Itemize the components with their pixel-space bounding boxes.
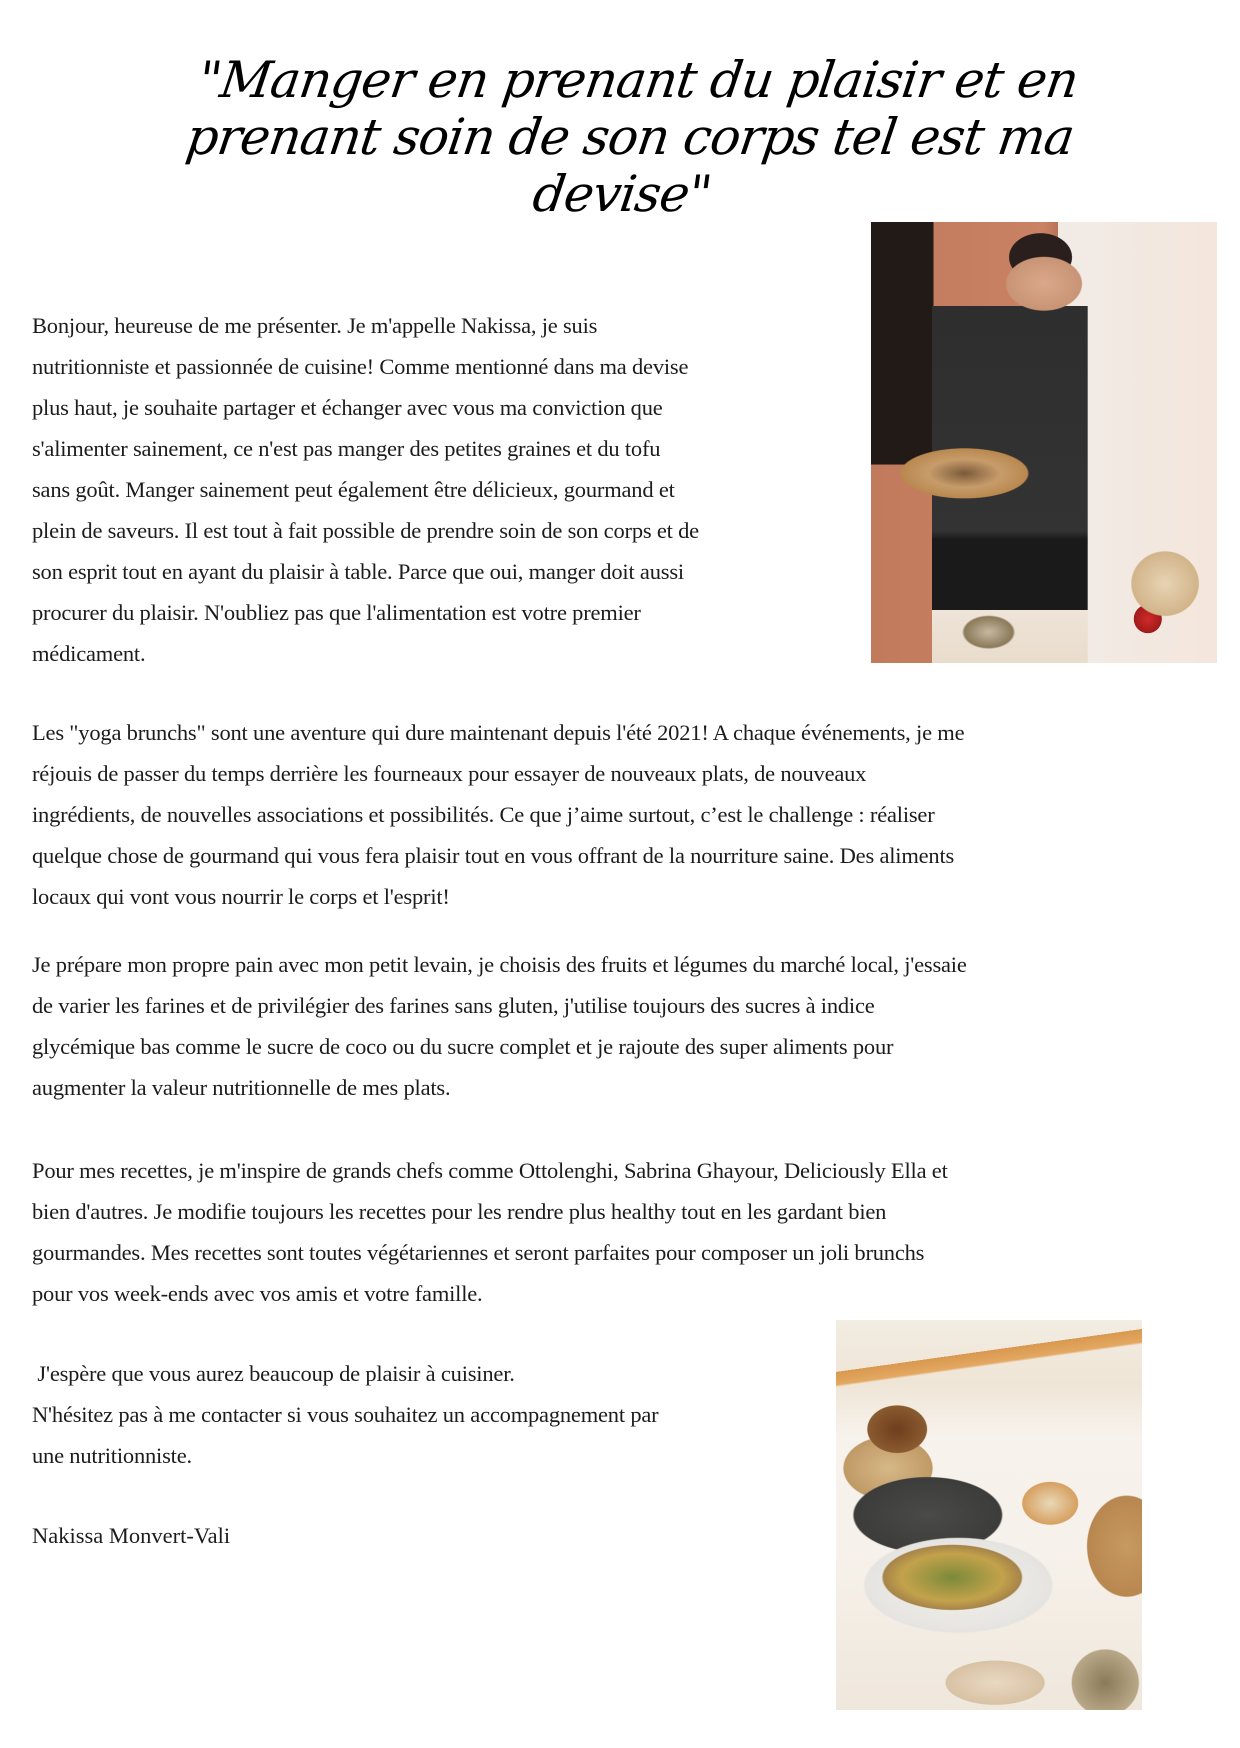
recipes-paragraph xyxy=(32,1150,1162,1314)
portrait-photo xyxy=(871,222,1217,663)
page-title-quote xyxy=(168,52,1092,223)
text-line: bien d'autres. Je modifie toujours les recettes pour les rendre plus healthy tout en les gardant bien xyxy=(32,1199,887,1224)
text-line: augmenter la valeur nutritionnelle de mes plats. xyxy=(32,1075,451,1100)
closing-paragraph xyxy=(32,1353,812,1476)
text-line: son esprit tout en ayant du plaisir à table. Parce que oui, manger doit aussi xyxy=(32,559,684,584)
title-line: prenant soin de son corps tel est ma xyxy=(182,108,1078,166)
title-line: devise" xyxy=(529,165,715,223)
yoga-brunchs-paragraph xyxy=(32,712,1162,917)
text-line: Pour mes recettes, je m'inspire de grands chefs comme Ottolenghi, Sabrina Ghayour, Deliciously Ella et xyxy=(32,1158,948,1183)
ingredients-paragraph xyxy=(32,944,1162,1108)
text-line: s'alimenter sainement, ce n'est pas manger des petites graines et du tofu xyxy=(32,436,661,461)
text-line: médicament. xyxy=(32,641,146,666)
text-line: N'hésitez pas à me contacter si vous souhaitez un accompagnement par xyxy=(32,1402,659,1427)
text-line: glycémique bas comme le sucre de coco ou du sucre complet et je rajoute des super aliments pour xyxy=(32,1034,894,1059)
text-line: locaux qui vont vous nourrir le corps et l'esprit! xyxy=(32,884,450,909)
text-line: une nutritionniste. xyxy=(32,1443,192,1468)
text-line: sans goût. Manger sainement peut également être délicieux, gourmand et xyxy=(32,477,675,502)
text-line: Les "yoga brunchs" sont une aventure qui dure maintenant depuis l'été 2021! A chaque événements, je me xyxy=(32,720,965,745)
text-line: J'espère que vous aurez beaucoup de plaisir à cuisiner. xyxy=(32,1361,515,1386)
text-line: procurer du plaisir. N'oubliez pas que l'alimentation est votre premier xyxy=(32,600,641,625)
text-line: quelque chose de gourmand qui vous fera plaisir tout en vous offrant de la nourriture saine. Des aliments xyxy=(32,843,955,868)
buffet-photo xyxy=(836,1320,1142,1710)
text-line: réjouis de passer du temps derrière les fourneaux pour essayer de nouveaux plats, de nouveaux xyxy=(32,761,867,786)
text-line: Bonjour, heureuse de me présenter. Je m'appelle Nakissa, je suis xyxy=(32,313,598,338)
intro-paragraph xyxy=(32,305,852,674)
text-line: plus haut, je souhaite partager et échanger avec vous ma conviction que xyxy=(32,395,663,420)
text-line: ingrédients, de nouvelles associations et possibilités. Ce que j’aime surtout, c’est le challenge : réaliser xyxy=(32,802,935,827)
text-line: gourmandes. Mes recettes sont toutes végétariennes et seront parfaites pour composer un joli brunchs xyxy=(32,1240,925,1265)
text-line: Je prépare mon propre pain avec mon petit levain, je choisis des fruits et légumes du marché local, j'essaie xyxy=(32,952,967,977)
text-line: de varier les farines et de privilégier des farines sans gluten, j'utilise toujours des sucres à indice xyxy=(32,993,875,1018)
text-line: plein de saveurs. Il est tout à fait possible de prendre soin de son corps et de xyxy=(32,518,699,543)
text-line: pour vos week-ends avec vos amis et votre famille. xyxy=(32,1281,483,1306)
signature: Nakissa Monvert-Vali xyxy=(32,1523,231,1548)
title-line: "Manger en prenant du plaisir et en xyxy=(194,51,1082,109)
text-line: nutritionniste et passionnée de cuisine! Comme mentionné dans ma devise xyxy=(32,354,689,379)
